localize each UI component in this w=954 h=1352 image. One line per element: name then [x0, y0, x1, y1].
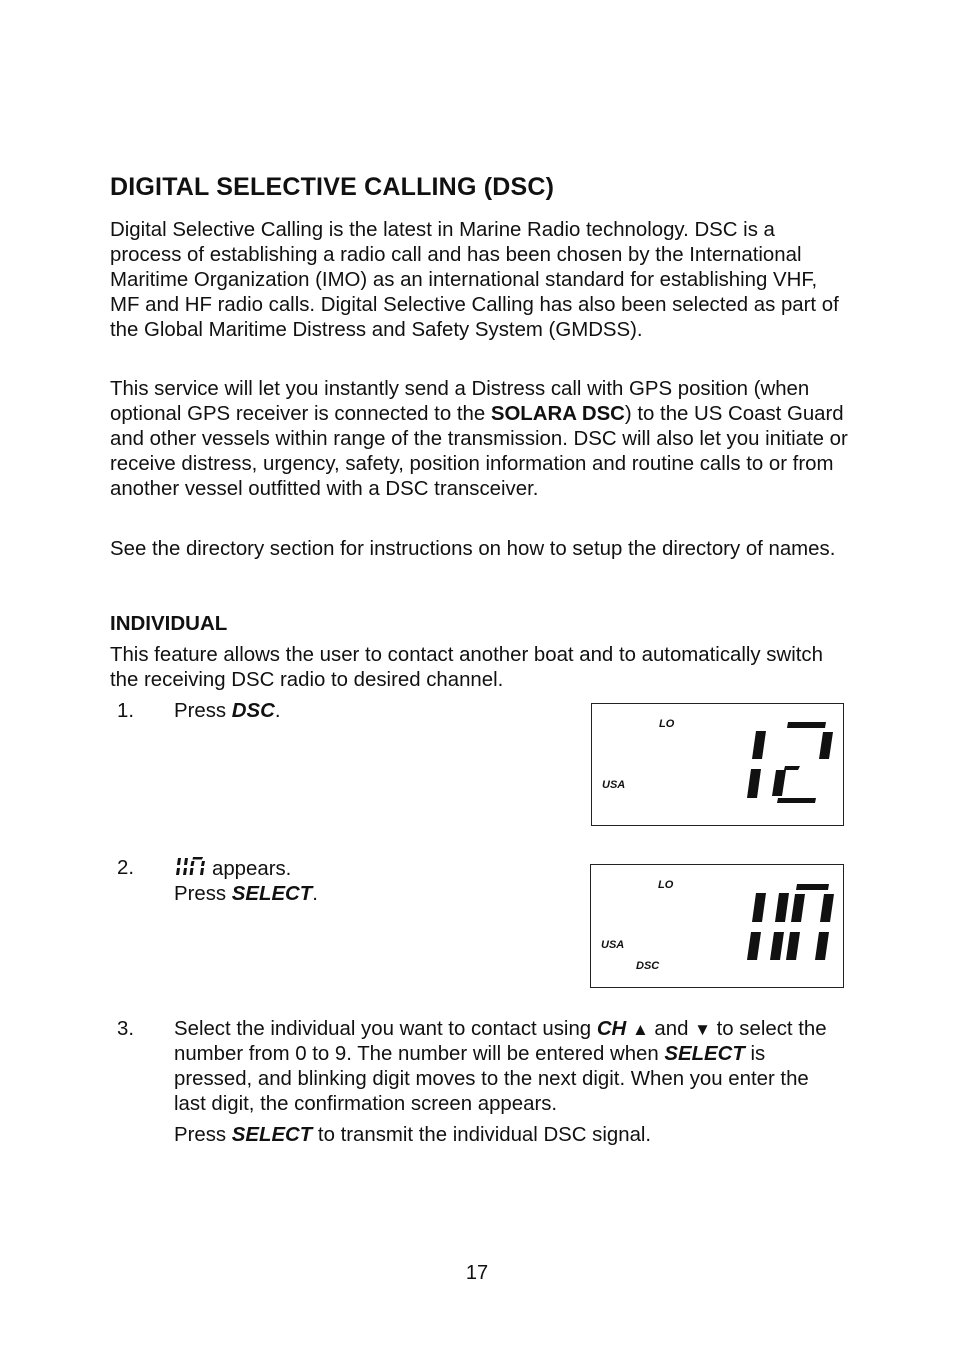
lcd-region-label: USA	[602, 779, 626, 791]
step-3-final-text	[174, 1123, 844, 1148]
step-3-text-c: is pressed, and blinking digit moves to the next digit. When you enter the last digit, the confirmation screen appears.	[174, 1043, 809, 1115]
product-name: SOLARA DSC	[490, 403, 625, 425]
step-3-text-a: Select the individual you want to contact using	[174, 1018, 597, 1040]
period: .	[312, 883, 318, 905]
step-3-text-d: to transmit the individual DSC signal.	[312, 1124, 652, 1146]
up-arrow-icon: ▲	[631, 1020, 649, 1039]
lcd-in-glyph-icon	[174, 856, 206, 878]
step-2-number: 2.	[117, 857, 135, 879]
directory-paragraph: See the directory section for instructions on how to setup the directory of names.	[110, 538, 836, 560]
press-label: Press	[174, 700, 232, 722]
section-heading: DIGITAL SELECTIVE CALLING (DSC)	[110, 173, 555, 201]
press-label: Press	[174, 883, 232, 905]
service-text-start: This service will let you instantly send a Distress call with GPS position (when optional GPS receiver is connected to the	[110, 378, 810, 425]
service-text-end: ) to the US Coast Guard and other vessels within range of the transmission. DSC will also let you initiate or receive distress, urgency, safety, position information and routine calls to or from another vessel outfitted with a DSC transceiver.	[110, 403, 848, 500]
period: .	[274, 700, 281, 722]
step-3-number: 3.	[117, 1018, 135, 1040]
lcd-display-channel	[591, 703, 844, 826]
page-number: 17	[465, 1262, 489, 1284]
dsc-key-label: DSC	[231, 700, 275, 722]
select-key-label: SELECT	[231, 883, 313, 905]
appears-text: appears.	[212, 858, 292, 880]
lcd-channel-graphic	[592, 704, 843, 825]
lcd-region-label: USA	[601, 939, 625, 951]
service-paragraph	[110, 377, 850, 502]
select-key-label: SELECT	[231, 1124, 313, 1146]
lcd-display-dsc-mode	[590, 864, 844, 988]
lcd-dsc-graphic	[591, 865, 843, 987]
and-text: and	[648, 1018, 695, 1040]
down-arrow-icon: ▼	[694, 1020, 711, 1039]
lcd-mode-label: DSC	[636, 960, 660, 972]
step-3-text-b: to select the number from 0 to 9. The number will be entered when	[174, 1018, 827, 1065]
intro-paragraph: Digital Selective Calling is the latest in Marine Radio technology. DSC is a process of establishing a radio call and has been chosen by the International Maritime Organization (IMO) as an international standard for establishing VHF, MF and HF radio calls. Digital Selective Calling has also been selected as part of the Global Maritime Distress and Safety System (GMDSS).	[110, 219, 839, 341]
press-label: Press	[174, 1124, 232, 1146]
step-1-number: 1.	[117, 700, 135, 722]
lcd-power-label: LO	[659, 718, 675, 730]
ch-key-label: CH	[596, 1018, 627, 1040]
individual-heading: INDIVIDUAL	[110, 612, 228, 635]
step-3-text	[174, 1017, 844, 1117]
lcd-power-label: LO	[658, 879, 674, 891]
individual-paragraph: This feature allows the user to contact another boat and to automatically switch the receiving DSC radio to desired channel.	[110, 644, 823, 691]
select-key-label: SELECT	[664, 1043, 745, 1065]
